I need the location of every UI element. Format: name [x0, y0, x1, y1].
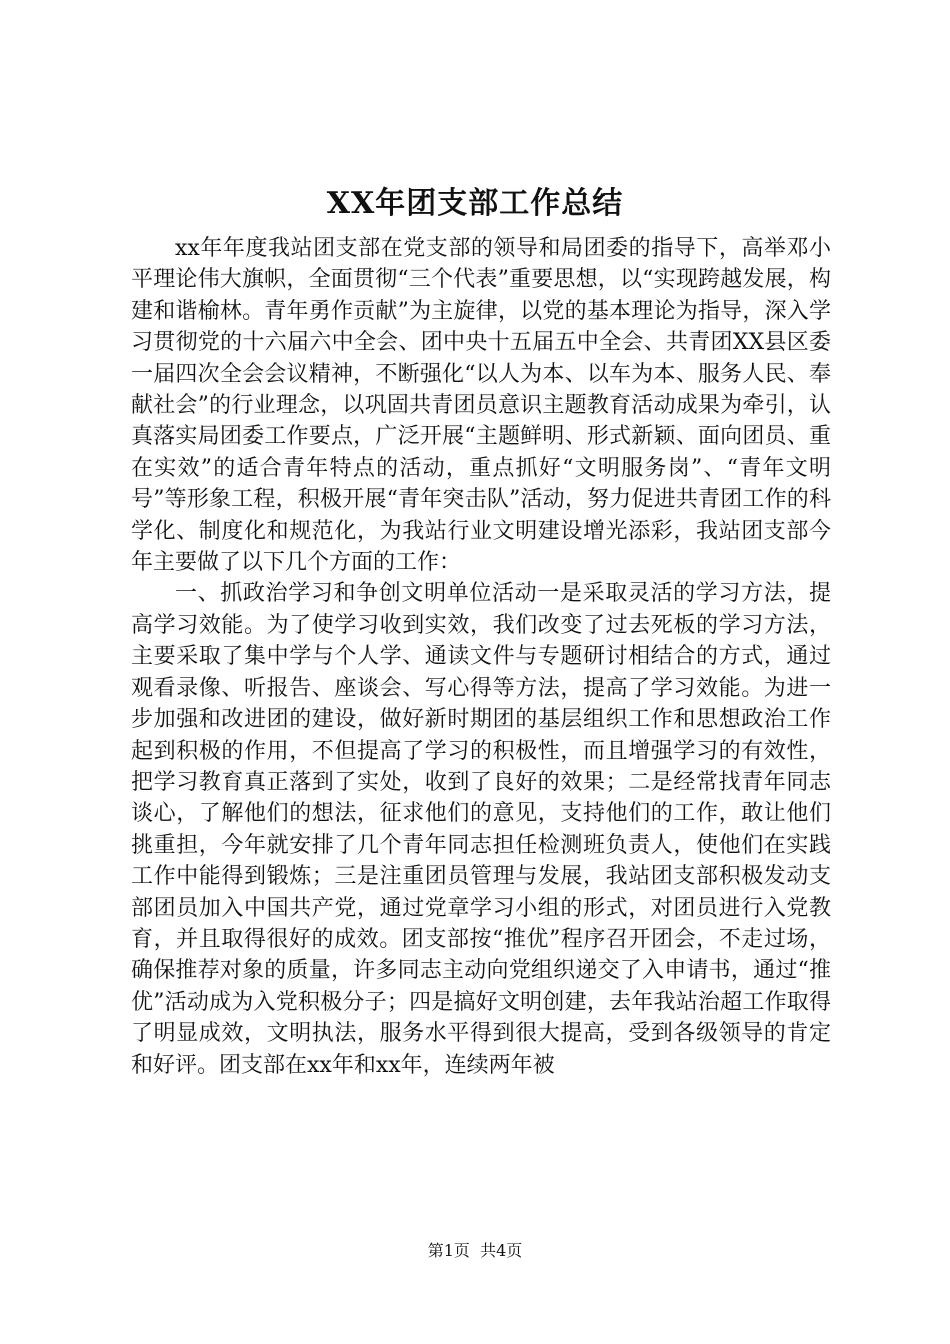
- document-body: [131, 233, 831, 1081]
- page-number: 第1页: [427, 1241, 470, 1260]
- paragraph-section-one: 一、抓政治学习和争创文明单位活动一是采取灵活的学习方法，提高学习效能。为了使学习收到实效，我们改变了过去死板的学习方法，主要采取了集中学与个人学、通读文件与专题研讨相结合的方式，通过观看录像、听报告、座谈会、写心得等方法，提高了学习效能。为进一步加强和改进团的建设，做好新时期团的基层组织工作和思想政治工作起到积极的作用，不但提高了学习的积极性，而且增强学习的有效性，把学习教育真正落到了实处，收到了良好的效果；二是经常找青年同志谈心，了解他们的想法，征求他们的意见，支持他们的工作，敢让他们挑重担，今年就安排了几个青年同志担任检测班负责人，使他们在实践工作中能得到锻炼；三是注重团员管理与发展，我站团支部积极发动支部团员加入中国共产党，通过党章学习小组的形式，对团员进行入党教育，并且取得很好的成效。团支部按“推优”程序召开团会，不走过场，确保推荐对象的质量，许多同志主动向党组织递交了入申请书，通过“推优”活动成为入党积极分子；四是搞好文明创建，去年我站治超工作取得了明显成效，文明执法，服务水平得到很大提高，受到各级领导的肯定和好评。团支部在xx年和xx年，连续两年被: [131, 581, 831, 1078]
- page-total: 共4页: [480, 1241, 523, 1260]
- document-title: XX年团支部工作总结: [326, 186, 624, 221]
- page-footer: [0, 1240, 950, 1262]
- paragraph-intro: xx年年度我站团支部在党支部的领导和局团委的指导下，高举邓小平理论伟大旗帜，全面贯彻“三个代表”重要思想，以“实现跨越发展，构建和谐榆林。青年勇作贡献”为主旋律，以党的基本理论为指导，深入学习贯彻党的十六届六中全会、团中央十五届五中全会、共青团XX县区委一届四次全会会议精神，不断强化“以人为本、以车为本、服务人民、奉献社会”的行业理念，以巩固共青团员意识主题教育活动成果为牵引，认真落实局团委工作要点，广泛开展“主题鲜明、形式新颖、面向团员、重在实效”的适合青年特点的活动，重点抓好“文明服务岗”、“青年文明号”等形象工程，积极开展“青年突击队”活动，努力促进共青团工作的科学化、制度化和规范化，为我站行业文明建设增光添彩，我站团支部今年主要做了以下几个方面的工作：: [131, 236, 831, 576]
